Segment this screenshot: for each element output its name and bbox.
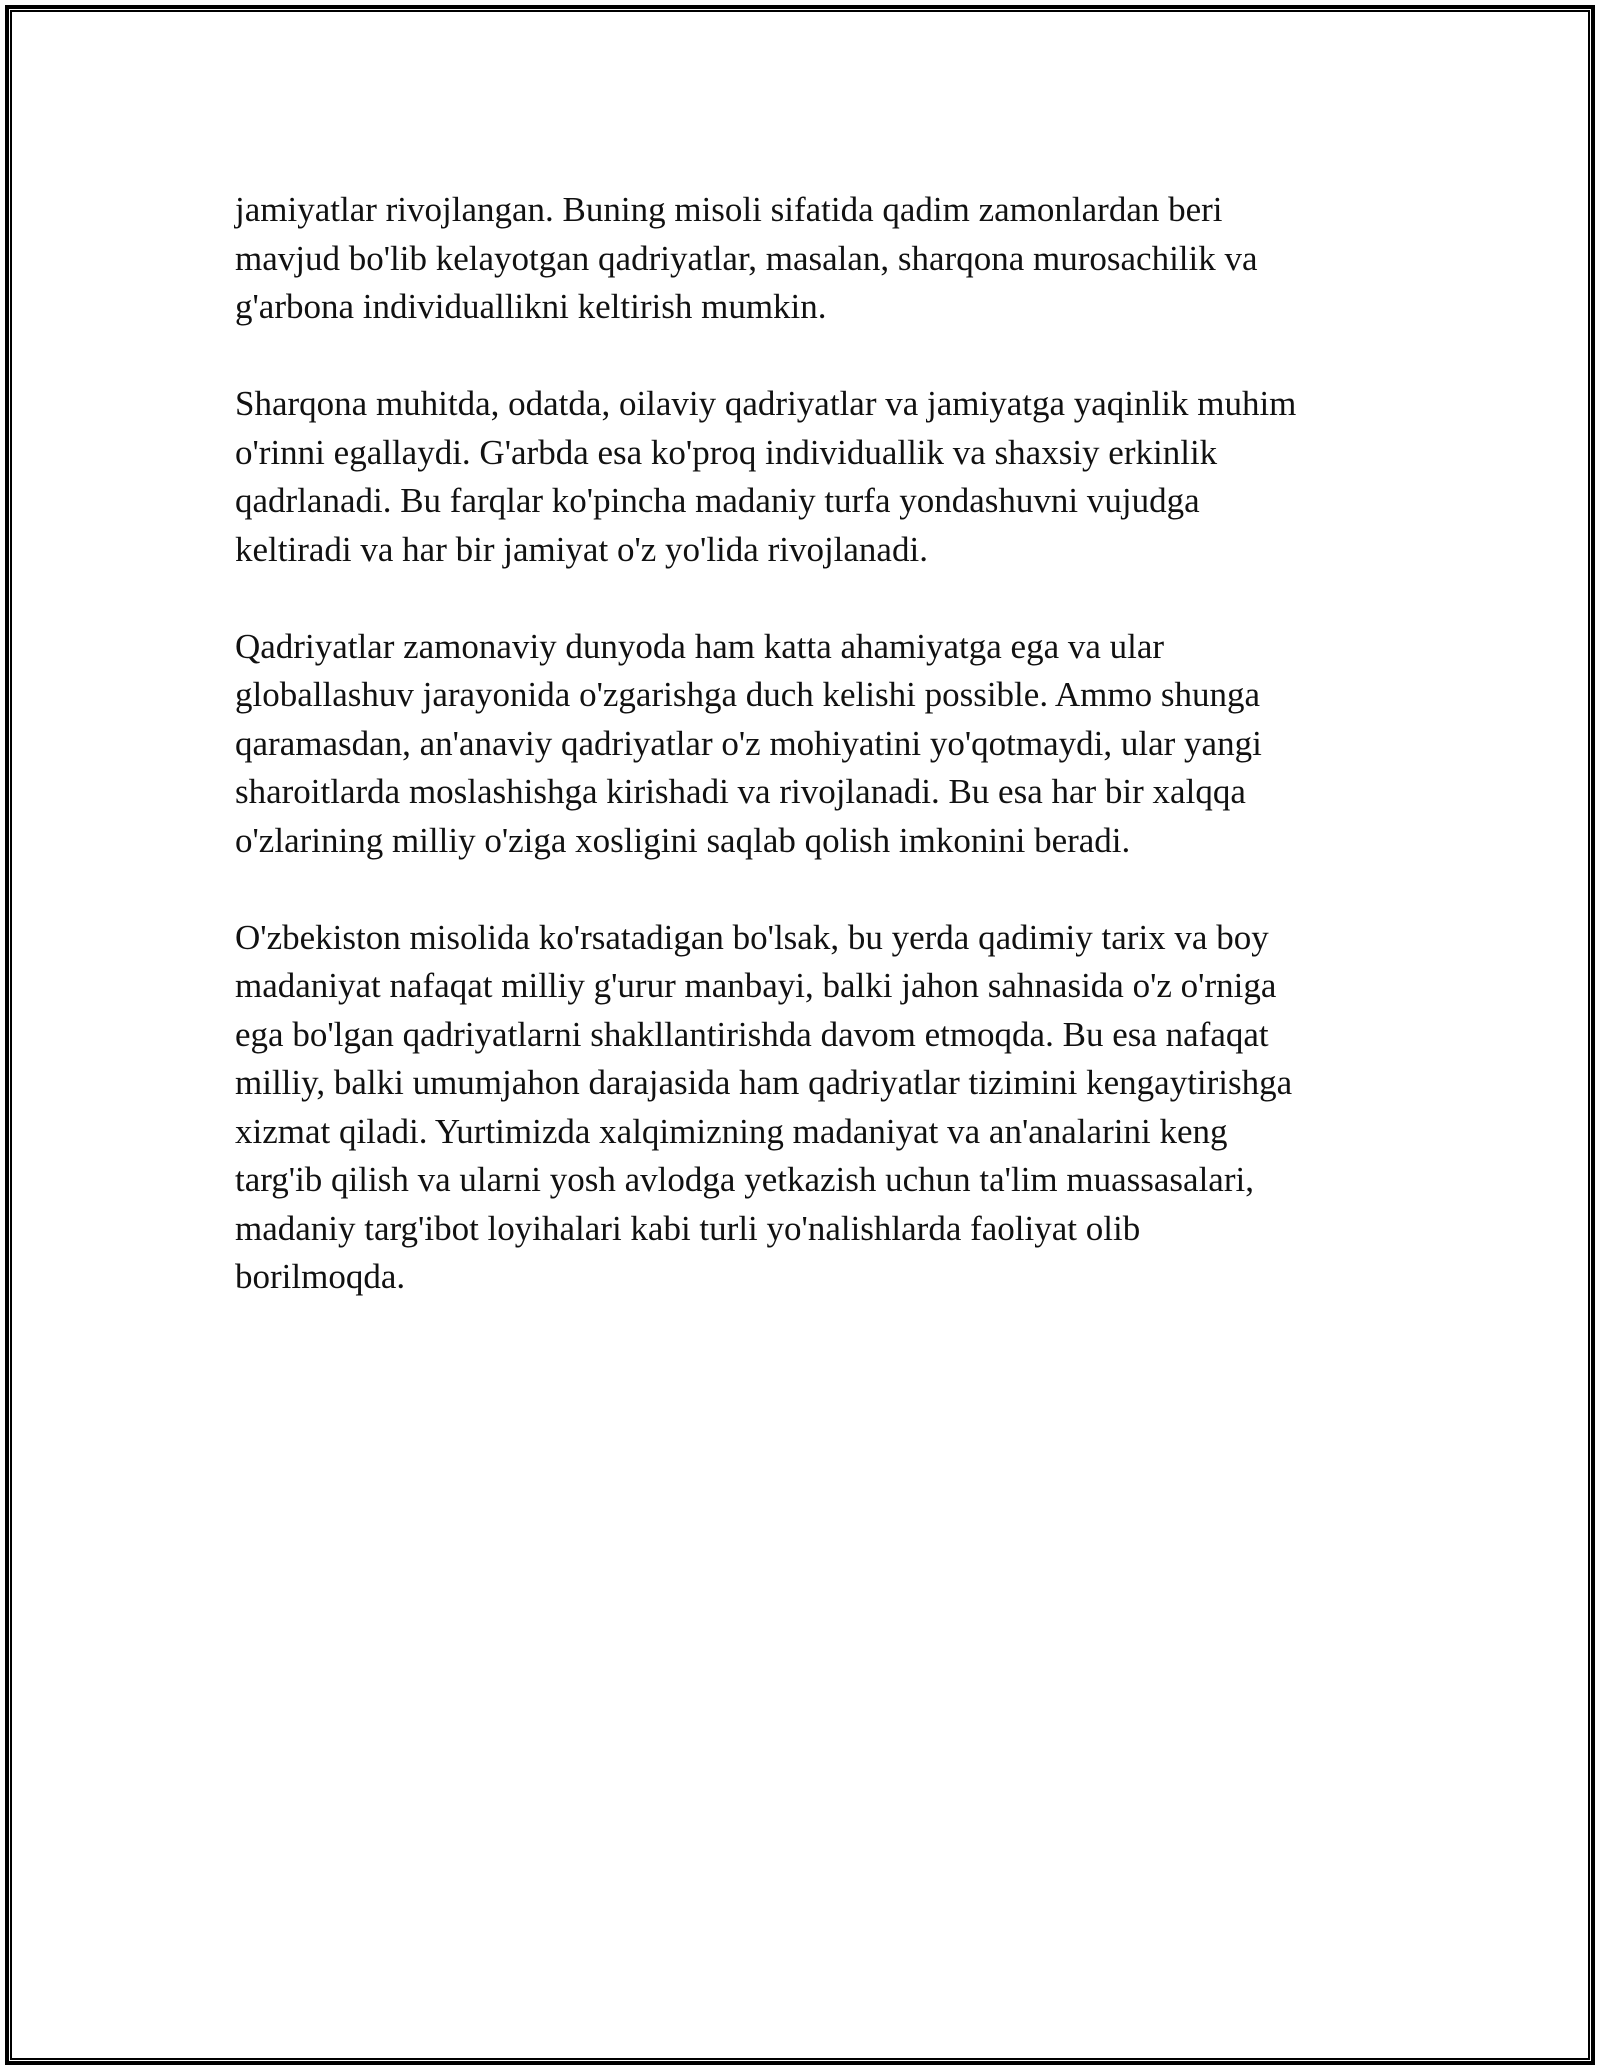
text-line: madaniyat nafaqat milliy g'urur manbayi, balki jahon sahnasida o'z o'rniga [235,966,1277,1005]
paragraph-1 [235,186,1365,332]
paragraph-3 [235,623,1365,866]
text-line: mavjud bo'lib kelayotgan qadriyatlar, masalan, sharqona murosachilik va [235,238,1258,278]
text-line: targ'ib qilish va ularni yosh avlodga yetkazish uchun ta'lim muassasalari, [235,1160,1254,1199]
text-line: jamiyatlar rivojlangan. Buning misoli sifatida qadim zamonlardan beri [235,190,1223,229]
text-line: qaramasdan, an'anaviy qadriyatlar o'z mohiyatini yo'qotmaydi, ular yangi [235,723,1262,763]
text-line: globallashuv jarayonida o'zgarishga duch kelishi possible. Ammo shunga [235,675,1261,714]
text-line: milliy, balki umumjahon darajasida ham qadriyatlar tizimini kengaytirishga [235,1063,1293,1102]
text-line: g'arbona individuallikni keltirish mumkin. [235,287,827,326]
paragraph-4 [235,914,1365,1302]
text-line: Qadriyatlar zamonaviy dunyoda ham katta ahamiyatga ega va ular [235,626,1165,666]
text-line: o'rinni egallaydi. G'arbda esa ko'proq individuallik va shaxsiy erkinlik [235,432,1218,472]
text-line: xizmat qiladi. Yurtimizda xalqimizning madaniyat va an'analarini keng [235,1111,1228,1151]
text-line: madaniy targ'ibot loyihalari kabi turli yo'nalishlarda faoliyat olib [235,1208,1141,1248]
document-body [235,186,1365,1350]
text-line: keltiradi va har bir jamiyat o'z yo'lida rivojlanadi. [235,529,928,569]
text-line: O'zbekiston misolida ko'rsatadigan bo'lsak, bu yerda qadimiy tarix va boy [235,917,1269,957]
text-line: qadrlanadi. Bu farqlar ko'pincha madaniy turfa yondashuvni vujudga [235,481,1200,520]
text-line: ega bo'lgan qadriyatlarni shakllantirishda davom etmoqda. Bu esa nafaqat [235,1014,1269,1054]
paragraph-2 [235,380,1365,574]
text-line: Sharqona muhitda, odatda, oilaviy qadriyatlar va jamiyatga yaqinlik muhim [235,384,1297,423]
text-line: o'zlarining milliy o'ziga xosligini saqlab qolish imkonini beradi. [235,820,1131,860]
text-line: sharoitlarda moslashishga kirishadi va rivojlanadi. Bu esa har bir xalqqa [235,772,1246,811]
text-line: borilmoqda. [235,1257,406,1296]
